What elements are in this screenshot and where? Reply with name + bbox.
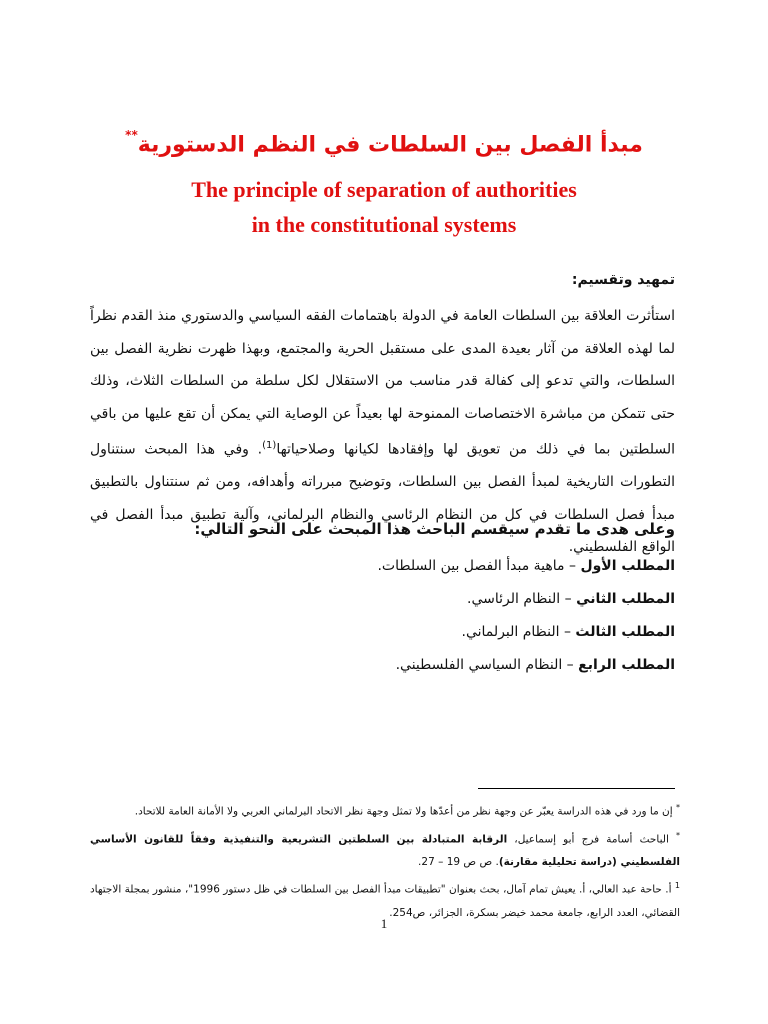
footnote-2 xyxy=(90,824,680,875)
arabic-title xyxy=(0,128,768,158)
english-title-line-1: The principle of separation of authorities xyxy=(191,177,577,202)
list-item xyxy=(90,550,675,583)
arabic-title-text: مبدأ الفصل بين السلطات في النظم الدستورية xyxy=(137,132,643,158)
footnote-text: . ص ص 19 – 27. xyxy=(418,856,499,868)
page-number: 1 xyxy=(380,916,388,931)
paragraph-text-1: استأثرت العلاقة بين السلطات العامة في الدولة باهتمامات الفقه السياسي والدستوري منذ القدم نظراً لما لهذه العلاقة من آثار بعيدة المدى على مستقبل الحرية والمجتمع، وبهذا ظهرت نظرية الفصل بين السلطات، والتي تدعو إلى كفالة قدر مناسب من الاستقلال لكل سلطة من السلطات الثلاث، وذلك حتى تتمكن من مباشرة الاختصاصات الممنوحة لها بعيداً عن الوصاية التي يمكن أن تقع عليها من باقي السلطتين بما في ذلك من تعويق لها وإفقادها لكيانها وصلاحياتها xyxy=(90,308,676,458)
list-item xyxy=(90,649,675,682)
footnote-bold-title: الرقابة المتبادلة بين السلطتين التشريعية والتنفيذية وفقاً للقانون الأساسي الفلسطيني (دراسة تحليلية مقارنة) xyxy=(90,833,680,868)
footnote-text: الباحث أسامة فرج أبو إسماعيل، xyxy=(507,833,676,845)
list-item-label: المطلب الأول xyxy=(580,558,675,574)
list-item-text: – النظام السياسي الفلسطيني. xyxy=(395,657,579,673)
list-item-text: – النظام البرلماني. xyxy=(461,624,576,640)
list-item-label: المطلب الرابع xyxy=(578,657,675,673)
section-list xyxy=(90,550,675,682)
list-item-label: المطلب الثالث xyxy=(575,624,675,640)
list-item-text: – النظام الرئاسي. xyxy=(467,591,577,607)
footnote-mark: 1 xyxy=(674,881,680,890)
list-item xyxy=(90,616,675,649)
footnote-1 xyxy=(90,796,680,824)
list-item-label: المطلب الثاني xyxy=(576,591,675,607)
footnote-text: أ. حاحة عبد العالي، أ. يعيش تمام آمال، بحث بعنوان "تطبيقات مبدأ الفصل بين السلطات في ظل دستور 1996"، منشور بمجلة الاجتهاد القضائي، العدد الرابع، جامعة محمد خيضر بسكرة، الجزائر، ص254. xyxy=(90,883,680,919)
title-footnote-mark: ** xyxy=(125,128,138,142)
footnote-mark: * xyxy=(676,830,680,840)
division-intro: وعلى هدى ما تقدم سيقسم الباحث هذا المبحث على النحو التالي: xyxy=(194,520,675,538)
list-item-text: – ماهية مبدأ الفصل بين السلطات. xyxy=(377,558,581,574)
list-item xyxy=(90,583,675,616)
paragraph-text-2: . وفي هذا المبحث سنتناول التطورات التاريخية لمبدأ الفصل بين السلطات، وتوضيح مبرراته وأهدافه، ومن ثم سنتناول بالتطبيق مبدأ فصل السلطات في كل من النظام الرئاسي والنظام البرلماني، وآلية تطبيق مبدأ الفصل في الواقع الفلسطيني. xyxy=(90,441,675,556)
footnotes xyxy=(90,796,680,925)
english-title xyxy=(0,172,768,242)
footnote-text: إن ما ورد في هذه الدراسة يعبّر عن وجهة نظر من أعدّها ولا تمثل وجهة نظر الاتحاد البرلماني العربي ولا الأمانة العامة للاتحاد. xyxy=(134,805,676,818)
section-heading: تمهيد وتقسيم: xyxy=(571,272,675,288)
footnote-separator xyxy=(478,788,675,789)
footnote-mark: * xyxy=(676,803,680,812)
english-title-line-2: in the constitutional systems xyxy=(251,212,517,237)
footnote-reference: (1) xyxy=(262,440,277,451)
